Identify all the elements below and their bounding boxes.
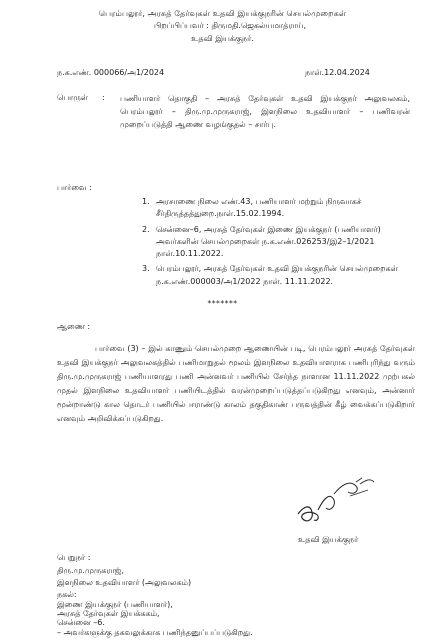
reference-item-text: பெரம்பலூர், அரசுத் தேர்வுகள் உதவி இயக்குநரின் செயல்முறைகள் ந.க.எண்.000003/அ1/2022 நாள். 11.11.2022. (156, 264, 398, 286)
copy-line: இணை இயக்குநர் (பணியாளர்), (57, 600, 173, 609)
copy-line: சென்னை –6. (57, 618, 105, 627)
copy-label: நகல்: (57, 590, 77, 599)
subject-label: பொருள் (57, 93, 88, 102)
section-separator: ******* (207, 299, 238, 308)
reference-item-number: 3. (142, 264, 150, 274)
reference-item (142, 196, 414, 221)
recipient-label: பெறுநர் : (57, 553, 91, 562)
subject-colon: : (102, 93, 105, 102)
order-text: பார்வை (3) – இல் காணும் செயல்முறை ஆணையின் படி, பெரம்பலூர் அரசுத் தேர்வுகள் உதவி இயக்குநர் அலுவலகத்தில் பணிமாறுதல் மூலம் இளநிலை உதவியாளராக பணிபுரிந்து வரும் திரு.மு.முருகராஜ் பணியாளரது பணி அன்னவர் பணியில் சேர்ந்த நாளான 11.11.2022 முற்பகல் முதல் இளநிலை உதவியாளர் பணியிடத்தில் வரன்முறைப்படுத்தப்படுகிறது எனவும், அன்னார் மூன்றாண்டு கால தொடர் பணியில் ஈராண்டு காலம் தகுதிகாண் பருவத்தின் கீழ் வைக்கப்படுகிறார் எனவும் அறிவிக்கப்படுகிறது. (57, 344, 415, 423)
reference-item-number: 1. (142, 197, 150, 206)
header-title: பெரம்பலூர், அரசுத் தேர்வுகள் உதவி இயக்குநரின் செயல்முறைகள் (98, 8, 347, 18)
reference-item-number: 2. (142, 224, 150, 234)
reference-item (142, 263, 414, 288)
handwritten-signature (290, 470, 380, 532)
recipient-name: திரு.மு.முருகராஜ், (57, 566, 124, 575)
reference-date: நாள்.12.04.2024 (305, 68, 370, 77)
reference-number: ந.க.எண். 000066/அ1/2024 (57, 68, 165, 77)
references-list (142, 196, 414, 291)
reference-item-text: சென்னை–6, அரசுத் தேர்வுகள் இணை இயக்குநர் (பணியாளர்) அவர்களின் செயல்முறைகள் ந.க.எண்.026253/இ2–1/2021 நாள்.10.11.2022. (156, 224, 381, 259)
copy-line: அரசுத் தேர்வுகள் இயக்ககம், (57, 609, 160, 618)
header-designation: உதவி இயக்குநர். (191, 34, 254, 43)
signatory-designation: உதவி இயக்குநர் (298, 535, 359, 544)
reference-item-text: அரசாணை நிலை எண்.43, பணியாளர் மற்றும் நிருவாகச் சீர்திருத்தத்துறை.நாள்.15.02.1994. (156, 197, 362, 219)
subject-text: பணியாளர் தொகுதி – அரசுத் தேர்வுகள் உதவி இயக்குநர் அலுவலகம், பெரம்பலூர் – திரு.மு.முருகராஜ், இளநிலை உதவியாளர் – பணிவரன் முறைப்படுத்தி ஆணை வழங்குதல் – சார்பு. (120, 94, 410, 129)
references-label: பார்வை : (57, 183, 92, 192)
recipient-designation: இளநிலை உதவியாளர் (அலுவலகம்) (57, 578, 192, 587)
reference-item (142, 224, 414, 261)
order-label: ஆணை : (57, 322, 91, 331)
header-issuer: பிறப்பிப்பவர் : திருமதி.ஜெகல்யமாத்ராய், (153, 21, 307, 30)
copy-line: – அவர்களுக்கு தகவலுக்காக பணிந்தனுப்பப்படுகிறது. (57, 628, 253, 637)
